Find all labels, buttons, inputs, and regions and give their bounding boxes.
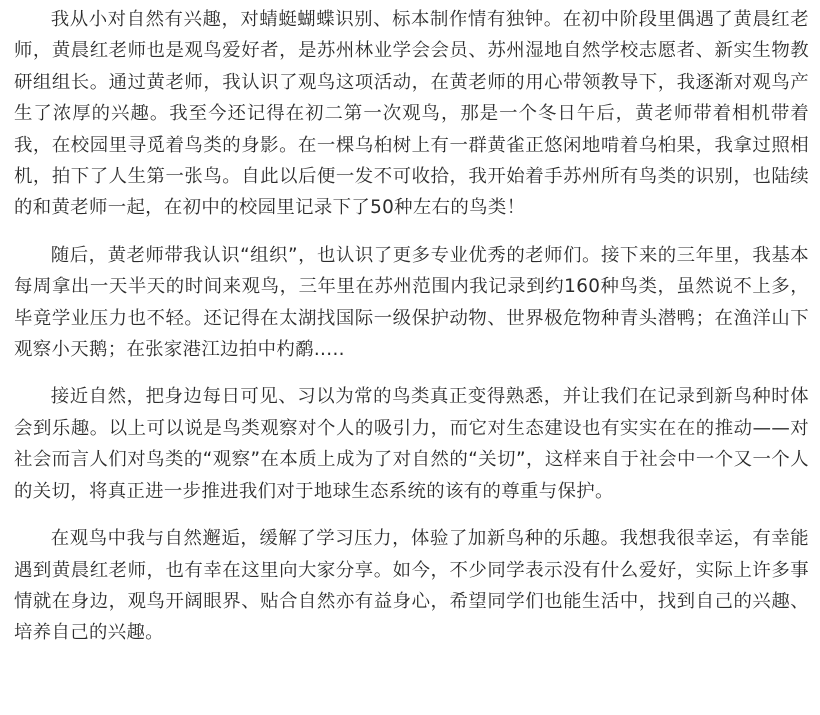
article-body	[14, 0, 809, 665]
paragraph-2: 随后，黄老师带我认识“组织”，也认识了更多专业优秀的老师们。接下来的三年里，我基本每周拿出一天半天的时间来观鸟，三年里在苏州范围内我记录到约160种鸟类，虽然说不上多，毕竟学业压力也不轻。还记得在太湖找国际一级保护动物、世界极危物种青头潜鸭；在渔洋山下观察小天鹅；在张家港江边拍中杓鹬.....	[14, 244, 809, 361]
paragraph-4: 在观鸟中我与自然邂逅，缓解了学习压力，体验了加新鸟种的乐趣。我想我很幸运，有幸能遇到黄晨红老师，也有幸在这里向大家分享。如今，不少同学表示没有什么爱好，实际上许多事情就在身边，观鸟开阔眼界、贴合自然亦有益身心，希望同学们也能生活中，找到自己的兴趣、培养自己的兴趣。	[14, 528, 809, 644]
paragraph-1: 我从小对自然有兴趣，对蜻蜓蝴蝶识别、标本制作情有独钟。在初中阶段里偶遇了黄晨红老师，黄晨红老师也是观鸟爱好者，是苏州林业学会会员、苏州湿地自然学校志愿者、新实生物教研组组长。通过黄老师，我认识了观鸟这项活动，在黄老师的用心带领教导下，我逐渐对观鸟产生了浓厚的兴趣。我至今还记得在初二第一次观鸟，那是一个冬日午后，黄老师带着相机带着我，在校园里寻觅着鸟类的身影。在一棵乌桕树上有一群黄雀正悠闲地啃着乌桕果，我拿过照相机，拍下了人生第一张鸟。自此以后便一发不可收拾，我开始着手苏州所有鸟类的识别，也陆续的和黄老师一起，在初中的校园里记录下了50种左右的鸟类！	[14, 9, 809, 219]
paragraph-3: 接近自然，把身边每日可见、习以为常的鸟类真正变得熟悉，并让我们在记录到新鸟种时体会到乐趣。以上可以说是鸟类观察对个人的吸引力，而它对生态建设也有实实在在的推动——对社会而言人们对鸟类的“观察”在本质上成为了对自然的“关切”，这样来自于社会中一个又一个人的关切，将真正进一步推进我们对于地球生态系统的该有的尊重与保护。	[14, 386, 809, 502]
